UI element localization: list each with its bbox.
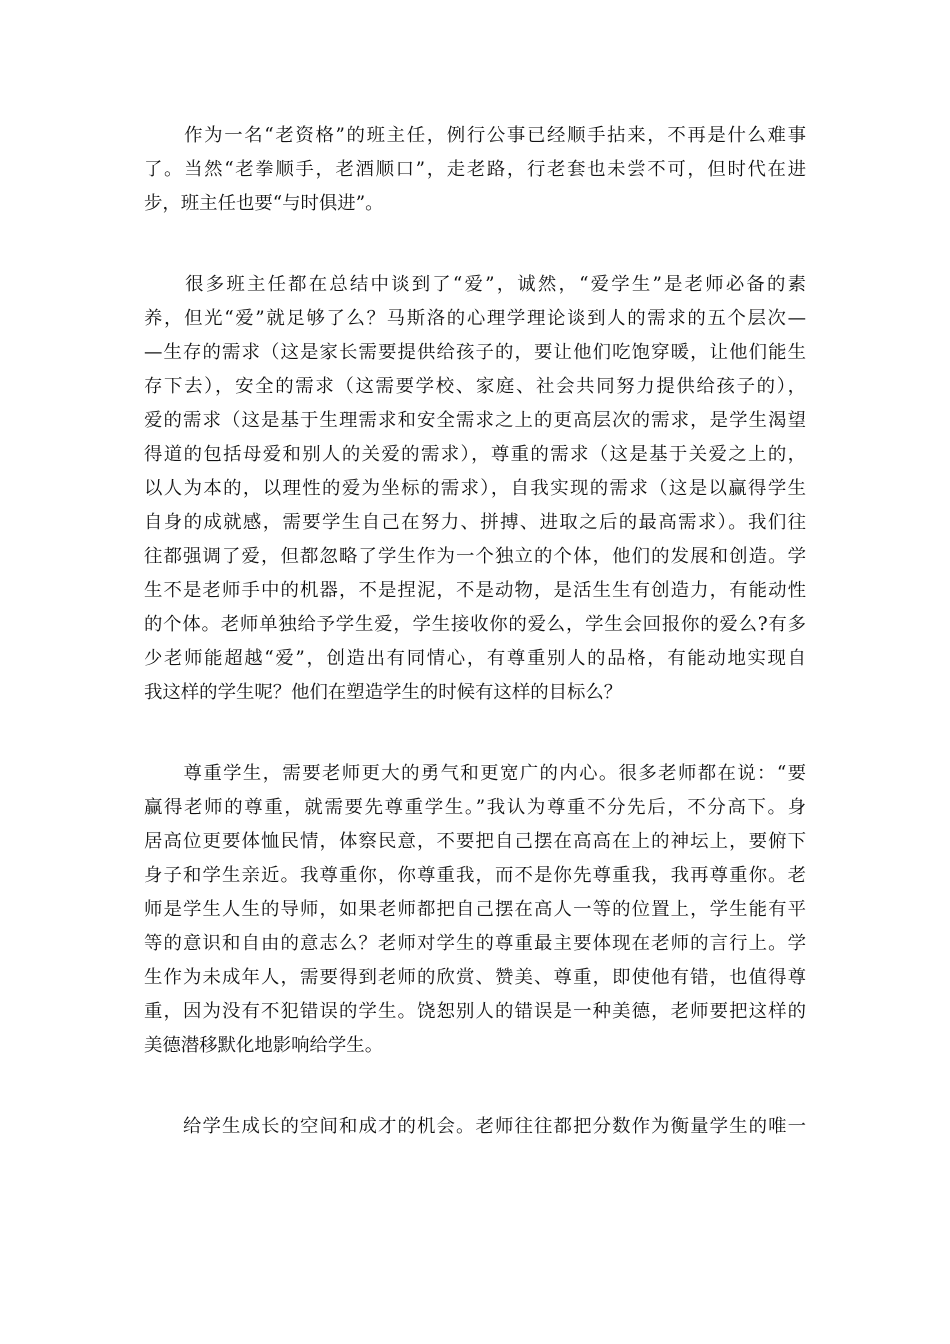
- text-line: 作为一名“老资格”的班主任，例行公事已经顺手拈来，不再是什么难事: [144, 125, 806, 146]
- paragraph-spacer: [144, 710, 806, 757]
- text-line: 重，因为没有不犯错误的学生。饶恕别人的错误是一种美德，老师要把这样的: [144, 1001, 806, 1022]
- text-line: 美德潜移默化地影响给学生。: [144, 1035, 384, 1056]
- text-line: 的个体。老师单独给予学生爱，学生接收你的爱么，学生会回报你的爱么?有多: [144, 614, 806, 635]
- text-line: —生存的需求（这是家长需要提供给孩子的，要让他们吃饱穿暖，让他们能生: [144, 342, 806, 363]
- text-line: 往都强调了爱，但都忽略了学生作为一个独立的个体，他们的发展和创造。学: [144, 546, 806, 567]
- text-line: 我这样的学生呢？他们在塑造学生的时候有这样的目标么？: [144, 682, 623, 703]
- text-line: 很多班主任都在总结中谈到了“爱”，诚然，“爱学生”是老师必备的素: [144, 274, 806, 295]
- paragraph: [144, 119, 806, 221]
- text-line: 得道的包括母爱和别人的关爱的需求），尊重的需求（这是基于关爱之上的，: [144, 444, 806, 465]
- text-line: 等的意识和自由的意志么？老师对学生的尊重最主要体现在老师的言行上。学: [144, 933, 806, 954]
- text-line: 自身的成就感，需要学生自己在努力、拼搏、进取之后的最高需求）。我们往: [144, 512, 806, 533]
- text-line: 尊重学生，需要老师更大的勇气和更宽广的内心。很多老师都在说：“要: [144, 763, 806, 784]
- text-line: 生作为未成年人，需要得到老师的欣赏、赞美、尊重，即使他有错，也值得尊: [144, 967, 806, 988]
- text-line: 以人为本的，以理性的爱为坐标的需求），自我实现的需求（这是以赢得学生: [144, 478, 806, 499]
- paragraph: [144, 268, 806, 710]
- text-line: 师是学生人生的导师，如果老师都把自己摆在高人一等的位置上，学生能有平: [144, 899, 806, 920]
- text-line: 少老师能超越“爱”，创造出有同情心，有尊重别人的品格，有能动地实现自: [144, 648, 806, 669]
- paragraph: [144, 1110, 806, 1144]
- paragraph: [144, 757, 806, 1063]
- document-body: [144, 119, 806, 1144]
- text-line: 步，班主任也要“与时俱进”。: [144, 193, 384, 214]
- text-line: 存下去），安全的需求（这需要学校、家庭、社会共同努力提供给孩子的），: [144, 376, 806, 397]
- paragraph-spacer: [144, 221, 806, 268]
- text-line: 养，但光“爱”就足够了么？马斯洛的心理学理论谈到人的需求的五个层次—: [144, 308, 806, 329]
- text-line: 了。当然“老拳顺手，老酒顺口”，走老路，行老套也未尝不可，但时代在进: [144, 159, 806, 180]
- text-line: 生不是老师手中的机器，不是捏泥，不是动物，是活生生有创造力，有能动性: [144, 580, 806, 601]
- text-line: 居高位更要体恤民情，体察民意，不要把自己摆在高高在上的神坛上，要俯下: [144, 831, 806, 852]
- text-line: 赢得老师的尊重，就需要先尊重学生。”我认为尊重不分先后，不分高下。身: [144, 797, 806, 818]
- text-line: 身子和学生亲近。我尊重你，你尊重我，而不是你先尊重我，我再尊重你。老: [144, 865, 806, 886]
- paragraph-spacer: [144, 1063, 806, 1110]
- text-line: 给学生成长的空间和成才的机会。老师往往都把分数作为衡量学生的唯一: [144, 1116, 806, 1137]
- text-line: 爱的需求（这是基于生理需求和安全需求之上的更高层次的需求，是学生渴望: [144, 410, 806, 431]
